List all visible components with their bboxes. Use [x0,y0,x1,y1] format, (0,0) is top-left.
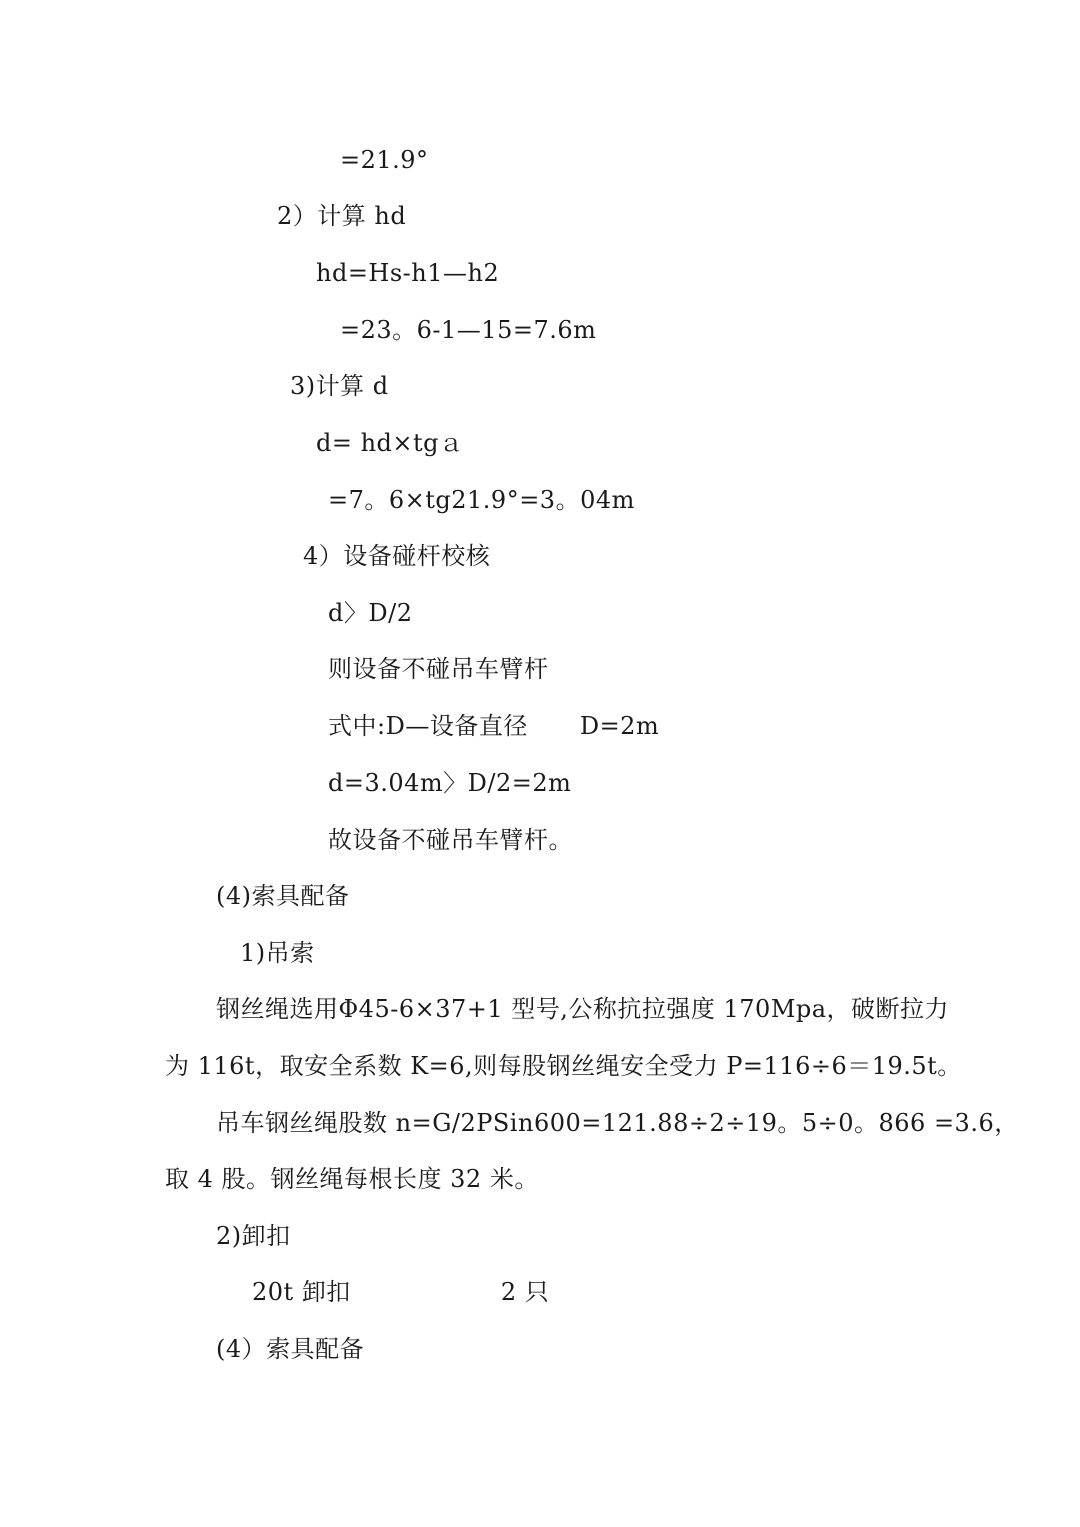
paragraph-line: 为 116t，取安全系数 K=6,则每股钢丝绳安全受力 P=116÷6＝19.5t。 [165,1052,962,1080]
paragraph-line: 吊车钢丝绳股数 n=G/2PSin600=121.88÷2÷19。5÷0。866 =3.6， [216,1109,1019,1137]
step-heading-hd: 2）计算 hd [277,202,407,230]
equation-hd-result: =23。6-1—15=7.6m [340,316,597,344]
final-conclusion: 故设备不碰吊车臂杆。 [328,826,573,854]
equation-d-result: =7。6×tg21.9°=3。04m [328,486,635,514]
shackle-item-row [252,1277,549,1307]
definition-line [328,711,659,741]
condition-text: d〉D/2 [328,599,413,627]
step-heading-check: 4）设备碰杆校核 [303,542,491,570]
shackle-item-name: 20t 卸扣 [252,1278,351,1306]
definition-value: D=2m [579,712,660,740]
paragraph-line: 钢丝绳选用Φ45-6×37+1 型号,公称抗拉强度 170Mpa，破断拉力 [216,995,950,1023]
check-result: d=3.04m〉D/2=2m [328,769,572,797]
equation-d: d= hd×tgａ [316,429,464,457]
section-heading-rigging: (4)索具配备 [216,882,350,910]
conclusion-text: 则设备不碰吊车臂杆 [328,655,549,683]
step-heading-d: 3)计算 d [290,372,389,400]
subsection-shackle: 2)卸扣 [216,1222,291,1250]
paragraph-line: 取 4 股。钢丝绳每根长度 32 米。 [165,1165,539,1193]
shackle-item-qty: 2 只 [500,1278,550,1306]
equation-result-angle: =21.9° [340,146,429,174]
definition-label: 式中:D—设备直径 [328,712,528,740]
equation-hd: hd=Hs-h1—h2 [316,259,500,287]
section-heading-rigging-repeat: (4）索具配备 [216,1335,365,1363]
subsection-sling: 1)吊索 [240,939,315,967]
